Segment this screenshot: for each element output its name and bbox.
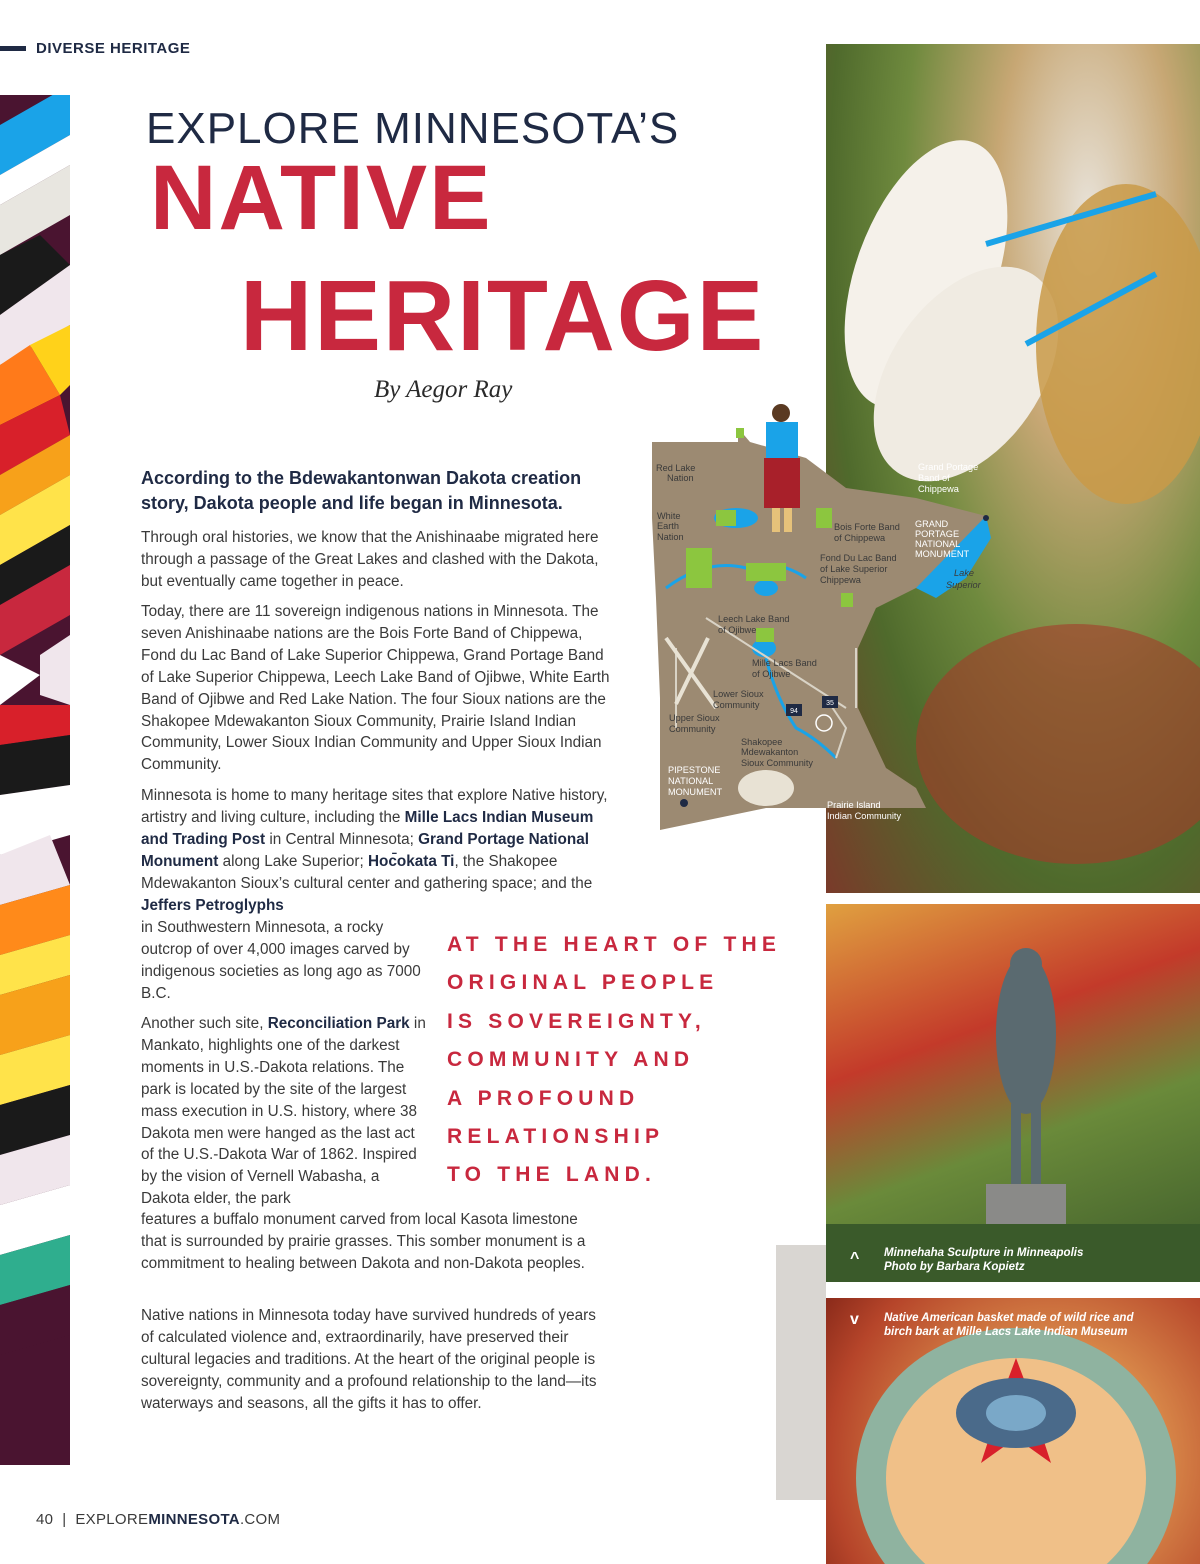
- map-label-shakopee-1: Shakopee: [741, 737, 783, 747]
- pull-quote-line: RELATIONSHIP: [447, 1125, 665, 1149]
- sculpture-caption: [884, 1246, 1184, 1274]
- map-label-fond-du-lac-2: of Lake Superior: [820, 564, 888, 574]
- pull-quote: [447, 926, 787, 1195]
- map-label-lake-superior-1: Lake: [954, 568, 974, 578]
- paragraph-4: [141, 1013, 431, 1210]
- title-native: NATIVE: [150, 147, 493, 249]
- p4-text-a: Another such site,: [141, 1015, 268, 1032]
- map-label-grand-portage-band-1: Grand Portage: [918, 462, 979, 472]
- map-label-white-earth-1: White: [657, 511, 681, 521]
- page-number: 40: [36, 1511, 54, 1528]
- title-heritage: HERITAGE: [240, 260, 766, 372]
- paragraph-4-continued: features a buffalo monument carved from local Kasota limestone that is surrounded by prairie grasses. This somber monument is a commitment to healing between Dakota and non-Dakota peoples.: [141, 1211, 586, 1272]
- map-label-red-lake-1: Red Lake: [656, 463, 696, 473]
- p3-text-d: along Lake Superior;: [218, 852, 368, 870]
- footer-site-c: .COM: [239, 1511, 281, 1528]
- map-label-red-lake-2: Nation: [667, 473, 694, 483]
- paragraph-2: Today, there are 11 sovereign indigenous nations in Minnesota. The seven Anishinaabe nations are the Bois Forte Band of Chippewa, Fond du Lac Band of Lake Superior Chippewa, Grand Portage Band of Lake Superior Chippewa, Leech Lake Band of Ojibwe, White Earth Band of Ojibwe and Red Lake Nation. The four Sioux nations are the Shakopee Mdewakanton Sioux Community, Prairie Island Indian Community, Lower Sioux Indian Community and Upper Sioux Indian Community.: [141, 603, 610, 774]
- map-label-white-earth-3: Nation: [657, 532, 684, 542]
- sculpture-photo: [826, 904, 1200, 1282]
- caption-chevron-up-icon: ^: [850, 1250, 860, 1267]
- map-label-grand-portage-monument-2: PORTAGE: [915, 529, 960, 539]
- sculpture-caption-credit: Photo by Barbara Kopietz: [884, 1261, 1025, 1273]
- map-label-white-earth-2: Earth: [657, 521, 679, 531]
- section-label: DIVERSE HERITAGE: [36, 40, 191, 57]
- site-hocokata-ti: Hoc̄okata Ti: [368, 852, 455, 870]
- map-label-lower-sioux-2: Community: [713, 700, 760, 710]
- page-footer: [36, 1511, 280, 1528]
- p3-text-c: in Central Minnesota;: [265, 830, 419, 848]
- site-reconciliation-park: Reconciliation Park: [267, 1015, 410, 1032]
- p4-text-c: in Mankato, highlights one of the darkest moments in U.S.-Dakota relations. The park is located by the site of the largest mass execution in U.S. history, where 38 Dakota men were hanged as the last act of the U.S.-Dakota War of 1862. Inspired by the vision of Vernell Wabasha, a Dakota elder, the park: [141, 1015, 426, 1208]
- grey-accent-block: [776, 1245, 826, 1500]
- map-label-mille-lacs-1: Mille Lacs Band: [752, 658, 817, 668]
- pull-quote-line: COMMUNITY AND: [447, 1048, 695, 1072]
- minnesota-map: [646, 398, 1002, 838]
- paragraph-1: Through oral histories, we know that the Anishinaabe migrated here through a passage of the Great Lakes and clashed with the Dakota, but eventually came together in peace.: [141, 529, 599, 590]
- paragraph-5: Native nations in Minnesota today have survived hundreds of years of calculated violence and, extraordinarily, have preserved their cultural legacies and traditions. At the heart of the original people is sovereignty, community and a profound relationship to the land—its waterways and seasons, all the gifts it has to offer.: [141, 1307, 597, 1412]
- site-mille-lacs-museum: Mille Lacs Indian Museum and Trading Post: [141, 808, 594, 848]
- basket-caption-line-2: birch bark at Mille Lacs Lake Indian Museum: [884, 1326, 1128, 1338]
- footer-separator: |: [62, 1511, 67, 1528]
- footer-site-a: EXPLORE: [75, 1511, 149, 1528]
- map-label-grand-portage-monument-4: MONUMENT: [915, 549, 970, 559]
- caption-chevron-down-icon: v: [850, 1311, 859, 1328]
- map-label-pipestone-1: PIPESTONE: [668, 765, 721, 775]
- title-kicker: EXPLORE MINNESOTA’S: [146, 104, 680, 153]
- map-label-leech-lake-1: Leech Lake Band: [718, 614, 790, 624]
- section-marker: [0, 46, 26, 51]
- site-jeffers-petroglyphs: Jeffers Petroglyphs: [141, 896, 284, 914]
- map-label-grand-portage-band-2: Band of: [918, 473, 950, 483]
- pull-quote-line: ORIGINAL PEOPLE: [447, 971, 719, 995]
- site-grand-portage: Grand Portage National Monument: [141, 830, 589, 870]
- decorative-pattern-band: [0, 95, 70, 1465]
- map-label-grand-portage-band-3: Chippewa: [918, 484, 959, 494]
- p3-text-e: , the Shakopee Mdewakanton Sioux’s cultural center and gathering space; and the: [141, 852, 593, 892]
- map-label-mille-lacs-2: of Ojibwe: [752, 669, 791, 679]
- map-label-prairie-island-2: Indian Community: [827, 811, 902, 821]
- map-label-grand-portage-monument-3: NATIONAL: [915, 539, 961, 549]
- p3-text-a: Minnesota is home to many heritage sites that explore Native history, artistry and living culture, including the: [141, 787, 608, 826]
- sculpture-caption-title: Minnehaha Sculpture in Minneapolis: [884, 1247, 1084, 1259]
- map-label-pipestone-2: NATIONAL: [668, 776, 714, 786]
- pull-quote-line: A PROFOUND: [447, 1086, 640, 1110]
- map-label-bois-forte-1: Bois Forte Band: [834, 522, 900, 532]
- map-label-bois-forte-2: of Chippewa: [834, 533, 886, 543]
- byline: By Aegor Ray: [374, 376, 513, 403]
- map-label-shakopee-3: Sioux Community: [741, 758, 813, 768]
- map-label-shakopee-2: Mdewakanton: [741, 747, 799, 757]
- highway-94-label: 94: [790, 708, 798, 715]
- lead-paragraph: According to the Bdewakantonwan Dakota creation story, Dakota people and life began in Minnesota.: [141, 468, 582, 513]
- basket-caption: [884, 1311, 1184, 1339]
- paragraph-3-continued: in Southwestern Minnesota, a rocky outcrop of over 4,000 images carved by indigenous societies as long ago as 7000 B.C.: [141, 919, 421, 1002]
- map-label-fond-du-lac-1: Fond Du Lac Band: [820, 553, 897, 563]
- map-label-leech-lake-2: of Ojibwe: [718, 625, 757, 635]
- map-label-pipestone-3: MONUMENT: [668, 787, 723, 797]
- basket-caption-line-1: Native American basket made of wild rice and: [884, 1312, 1134, 1324]
- paragraph-3: [141, 785, 611, 916]
- highway-35-label: 35: [826, 700, 834, 707]
- map-label-upper-sioux-2: Community: [669, 724, 716, 734]
- map-label-lake-superior-2: Superior: [946, 580, 981, 590]
- pull-quote-line: TO THE LAND.: [447, 1163, 657, 1187]
- map-label-fond-du-lac-3: Chippewa: [820, 575, 861, 585]
- pull-quote-line: AT THE HEART OF THE: [447, 933, 782, 956]
- map-label-upper-sioux-1: Upper Sioux: [669, 713, 720, 723]
- pull-quote-line: IS SOVEREIGNTY,: [447, 1009, 706, 1033]
- map-label-prairie-island-1: Prairie Island: [827, 800, 881, 810]
- footer-site-b: MINNESOTA: [148, 1511, 240, 1528]
- map-label-grand-portage-monument-1: GRAND: [915, 519, 949, 529]
- map-label-lower-sioux-1: Lower Sioux: [713, 689, 764, 699]
